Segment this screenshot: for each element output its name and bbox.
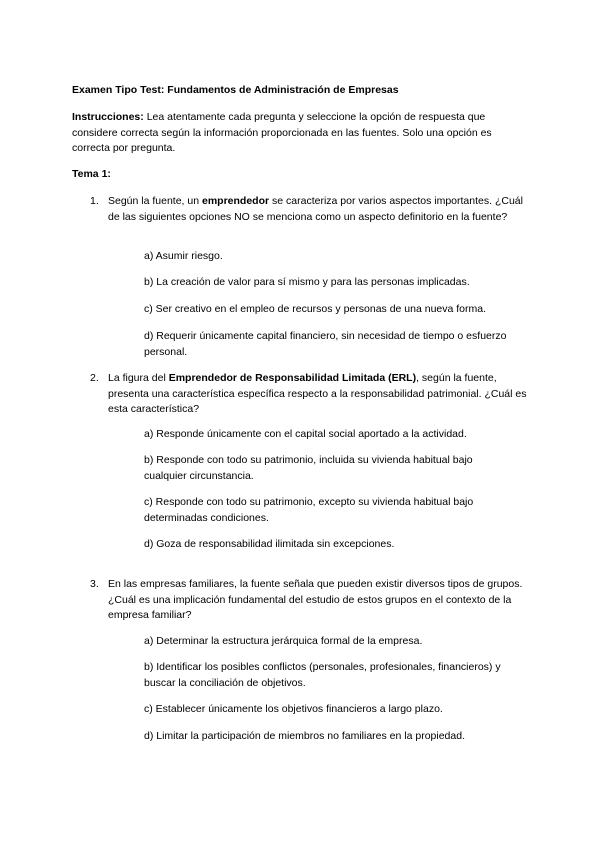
- question-number: 3.: [90, 578, 99, 590]
- question-number: 2.: [90, 372, 99, 384]
- question-text: [108, 194, 530, 225]
- question-text-part: se caracteriza por varios aspectos importantes. ¿Cuál de las siguientes opciones NO se menciona como un aspecto definitorio en la fuente?: [108, 195, 523, 223]
- option-1c: c) Ser creativo en el empleo de recursos y personas de una nueva forma.: [144, 303, 487, 315]
- question-text: [108, 577, 530, 624]
- option-1b: b) La creación de valor para sí mismo y para las personas implicadas.: [144, 276, 470, 288]
- option-2a: a) Responde únicamente con el capital social aportado a la actividad.: [144, 428, 467, 440]
- option-2d: d) Goza de responsabilidad ilimitada sin excepciones.: [144, 538, 395, 550]
- instructions-label: Instrucciones:: [72, 111, 144, 123]
- option-3a: a) Determinar la estructura jerárquica formal de la empresa.: [144, 635, 423, 647]
- option-3b: b) Identificar los posibles conflictos (personales, profesionales, financieros) y buscar la conciliación de objetivos.: [144, 661, 501, 689]
- question-keyword: emprendedor: [202, 195, 270, 207]
- question-text-part: La figura del: [108, 372, 169, 384]
- question-2: [90, 371, 530, 418]
- instructions-text: Lea atentamente cada pregunta y seleccione la opción de respuesta que considere correcta según la información proporcionada en las fuentes. Solo una opción es correcta por pregunta.: [72, 111, 492, 154]
- option-1d: d) Requerir únicamente capital financiero, sin necesidad de tiempo o esfuerzo personal.: [144, 330, 507, 358]
- question-text-part: En las empresas familiares, la fuente señala que pueden existir diversos tipos de grupos. ¿Cuál es una implicación fundamental del estudio de estos grupos en el contexto de la empresa familiar?: [108, 578, 523, 621]
- section-heading: Tema 1:: [72, 168, 111, 180]
- question-text-part: Según la fuente, un: [108, 195, 202, 207]
- instructions-paragraph: [72, 110, 524, 157]
- option-3d: d) Limitar la participación de miembros no familiares en la propiedad.: [144, 730, 465, 742]
- question-3: [90, 577, 530, 624]
- option-3c: c) Establecer únicamente los objetivos financieros a largo plazo.: [144, 703, 443, 715]
- option-2c: c) Responde con todo su patrimonio, excepto su vivienda habitual bajo determinadas condiciones.: [144, 496, 474, 524]
- option-2b: b) Responde con todo su patrimonio, incluida su vivienda habitual bajo cualquier circunstancia.: [144, 454, 473, 482]
- question-text: [108, 371, 530, 418]
- question-1: [90, 194, 530, 225]
- question-text-part: , según la fuente, presenta una característica específica respecto a la responsabilidad patrimonial. ¿Cuál es esta característica?: [108, 372, 527, 415]
- exam-title: Examen Tipo Test: Fundamentos de Administración de Empresas: [72, 84, 399, 96]
- option-1a: a) Asumir riesgo.: [144, 250, 223, 262]
- question-number: 1.: [90, 195, 99, 207]
- question-keyword: Emprendedor de Responsabilidad Limitada (ERL): [168, 372, 417, 384]
